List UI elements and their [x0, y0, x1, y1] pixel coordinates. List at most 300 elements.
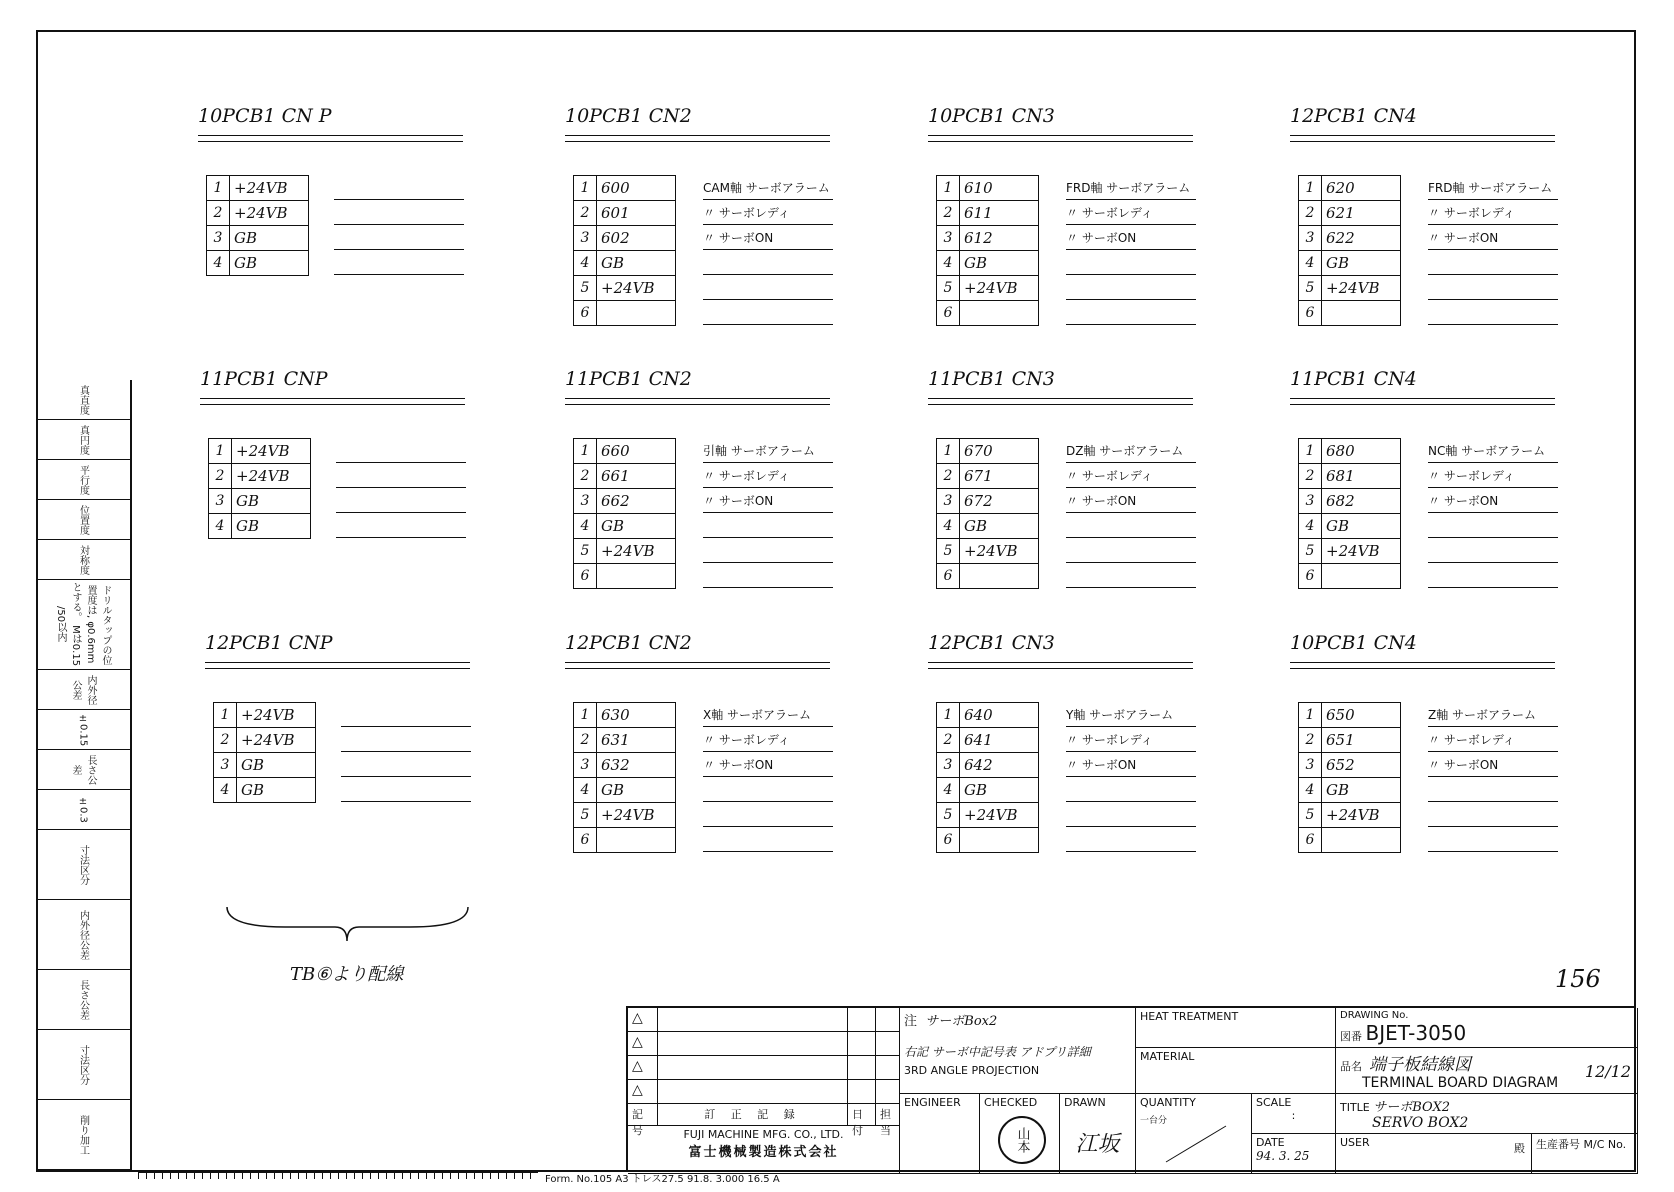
- pin-number: 2: [937, 728, 960, 753]
- note-line: 〃 サーボON: [703, 488, 833, 513]
- pin-signal: 631: [597, 728, 676, 753]
- note-line: [334, 200, 464, 225]
- note-line: [1428, 513, 1558, 538]
- pin-signal: [597, 564, 676, 589]
- table-row: [574, 564, 676, 589]
- revision-cell: [876, 1032, 900, 1056]
- note-line: FRD軸 サーボアラーム: [1066, 175, 1196, 200]
- pin-number: 1: [1299, 439, 1322, 464]
- part-name-label: 品名: [1340, 1060, 1362, 1073]
- terminal-table: [1298, 702, 1401, 853]
- double-underline: [565, 662, 830, 669]
- table-row: [1299, 201, 1401, 226]
- table-row: [937, 201, 1039, 226]
- terminal-table: [573, 175, 676, 326]
- pin-number: 6: [574, 828, 597, 853]
- terminal-panel: [565, 105, 835, 345]
- table-row: [209, 514, 311, 539]
- pin-signal: 601: [597, 201, 676, 226]
- pin-signal: [597, 828, 676, 853]
- sidebar-cell: 長さ公差: [36, 970, 130, 1030]
- pin-signal: 650: [1322, 703, 1401, 728]
- note-line: 〃 サーボON: [703, 225, 833, 250]
- pin-signal: 642: [960, 753, 1039, 778]
- terminal-panel: [928, 368, 1198, 608]
- title-cell: [1336, 1094, 1638, 1134]
- table-row: [937, 489, 1039, 514]
- note-line: [703, 563, 833, 588]
- table-row: [937, 464, 1039, 489]
- terminal-table: [936, 438, 1039, 589]
- note-line: 〃 サーボレディ: [1066, 200, 1196, 225]
- pin-number: 3: [574, 226, 597, 251]
- pin-number: 1: [209, 439, 232, 464]
- title-label: TITLE: [1340, 1101, 1370, 1114]
- pin-signal: GB: [230, 226, 309, 251]
- note-lines: [334, 175, 464, 275]
- pin-signal: 610: [960, 176, 1039, 201]
- drawing-no-cell: [1336, 1008, 1638, 1048]
- note-lines: [1066, 702, 1196, 852]
- terminal-panel: [198, 105, 468, 345]
- note-line-2: 右記 サーボ中記号表 アドプリ詳細: [904, 1045, 1091, 1059]
- pin-number: 2: [214, 728, 237, 753]
- quantity-cell: [1136, 1094, 1252, 1174]
- mc-no-cell: 生産番号 M/C No.: [1532, 1134, 1638, 1174]
- sidebar-cell: ±0.3: [36, 790, 130, 830]
- pin-number: 2: [1299, 464, 1322, 489]
- table-row: [574, 514, 676, 539]
- pin-number: 2: [1299, 201, 1322, 226]
- table-row: [1299, 276, 1401, 301]
- pin-signal: 600: [597, 176, 676, 201]
- pin-signal: +24VB: [230, 176, 309, 201]
- pin-signal: GB: [960, 251, 1039, 276]
- pin-signal: GB: [597, 251, 676, 276]
- pin-signal: 661: [597, 464, 676, 489]
- note-line: [703, 802, 833, 827]
- revision-cell: [876, 1056, 900, 1080]
- part-name-cell: [1336, 1048, 1638, 1094]
- pin-number: 1: [937, 176, 960, 201]
- pin-number: 1: [1299, 176, 1322, 201]
- note-line: [1066, 250, 1196, 275]
- table-row: [214, 703, 316, 728]
- pin-number: 1: [214, 703, 237, 728]
- note-line: [703, 250, 833, 275]
- note-line: [1066, 513, 1196, 538]
- pin-number: 2: [207, 201, 230, 226]
- pin-signal: GB: [597, 514, 676, 539]
- sidebar-cell: 寸法区分: [36, 830, 130, 900]
- note-line: [703, 300, 833, 325]
- table-row: [1299, 176, 1401, 201]
- sidebar-cell: 平行度: [36, 460, 130, 500]
- pin-number: 1: [937, 439, 960, 464]
- double-underline: [565, 398, 830, 405]
- panel-title: 12PCB1 CN2: [565, 632, 692, 654]
- pin-signal: 682: [1322, 489, 1401, 514]
- revision-header-record: 訂 正 記 録: [658, 1104, 848, 1126]
- table-row: [574, 176, 676, 201]
- note-line: 〃 サーボON: [1066, 488, 1196, 513]
- pin-signal: +24VB: [232, 464, 311, 489]
- note-line: [1428, 275, 1558, 300]
- pin-number: 5: [1299, 803, 1322, 828]
- scale-label: SCALE: [1256, 1096, 1292, 1109]
- note-line: [1066, 538, 1196, 563]
- sidebar-cell: 寸法区分: [36, 1030, 130, 1100]
- pin-number: 3: [209, 489, 232, 514]
- company-name-en: FUJI MACHINE MFG. CO., LTD.: [683, 1128, 844, 1141]
- note-line: [341, 727, 471, 752]
- double-underline: [928, 398, 1193, 405]
- pin-signal: 672: [960, 489, 1039, 514]
- pin-signal: 651: [1322, 728, 1401, 753]
- pin-number: 6: [574, 301, 597, 326]
- table-row: [1299, 226, 1401, 251]
- table-row: [574, 276, 676, 301]
- pin-number: 2: [937, 464, 960, 489]
- pin-signal: GB: [1322, 514, 1401, 539]
- note-lines: [341, 702, 471, 802]
- table-row: [937, 728, 1039, 753]
- pin-number: 5: [1299, 539, 1322, 564]
- note-line: [1428, 250, 1558, 275]
- terminal-panel: [205, 632, 475, 872]
- projection-label: 3RD ANGLE PROJECTION: [904, 1064, 1040, 1077]
- note-line: [1428, 300, 1558, 325]
- table-row: [214, 753, 316, 778]
- panel-title: 10PCB1 CN2: [565, 105, 692, 127]
- panel-title: 11PCB1 CN3: [928, 368, 1055, 390]
- pin-number: 2: [1299, 728, 1322, 753]
- note-line: CAM軸 サーボアラーム: [703, 175, 833, 200]
- table-row: [574, 753, 676, 778]
- panel-title: 12PCB1 CNP: [205, 632, 333, 654]
- pin-number: 3: [1299, 753, 1322, 778]
- company-cell: [628, 1126, 900, 1174]
- pin-signal: 602: [597, 226, 676, 251]
- table-row: [207, 226, 309, 251]
- pin-number: 3: [937, 226, 960, 251]
- note-line: [703, 275, 833, 300]
- table-row: [937, 176, 1039, 201]
- sidebar-cell: 位置度: [36, 500, 130, 540]
- note-line: 〃 サーボON: [1428, 488, 1558, 513]
- table-row: [1299, 778, 1401, 803]
- note-line: 引軸 サーボアラーム: [703, 438, 833, 463]
- pin-signal: 652: [1322, 753, 1401, 778]
- pin-number: 4: [207, 251, 230, 276]
- pin-number: 6: [937, 301, 960, 326]
- note-line: [1066, 827, 1196, 852]
- title-en: SERVO BOX2: [1372, 1115, 1469, 1131]
- note-lines: [703, 175, 833, 325]
- revision-cell: [848, 1056, 876, 1080]
- note-line: [1066, 275, 1196, 300]
- pin-number: 4: [937, 514, 960, 539]
- note-lines: [1066, 438, 1196, 588]
- table-row: [1299, 301, 1401, 326]
- pin-number: 4: [937, 251, 960, 276]
- pin-number: 4: [1299, 514, 1322, 539]
- table-row: [937, 703, 1039, 728]
- scale-value: :: [1291, 1109, 1296, 1122]
- pin-number: 2: [937, 201, 960, 226]
- notes-cell: [900, 1008, 1136, 1094]
- pin-signal: 680: [1322, 439, 1401, 464]
- terminal-table: [573, 702, 676, 853]
- panel-title: 11PCB1 CNP: [200, 368, 328, 390]
- panel-title: 10PCB1 CN4: [1290, 632, 1417, 654]
- pin-signal: 660: [597, 439, 676, 464]
- sidebar-cell: 内外径公差: [36, 670, 130, 710]
- pin-number: 5: [574, 803, 597, 828]
- date-label: DATE: [1256, 1136, 1285, 1149]
- pin-signal: 670: [960, 439, 1039, 464]
- checked-cell: [980, 1094, 1060, 1174]
- note-line: [341, 752, 471, 777]
- note-line: [1066, 802, 1196, 827]
- sidebar-cell: 真直度: [36, 380, 130, 420]
- double-underline: [1290, 398, 1555, 405]
- pin-number: 5: [574, 276, 597, 301]
- note-lines: [1428, 175, 1558, 325]
- pin-number: 5: [937, 276, 960, 301]
- revision-triangle-icon: △: [628, 1008, 658, 1032]
- pin-signal: [960, 301, 1039, 326]
- revision-header-person: 担当: [876, 1104, 900, 1126]
- pin-number: 6: [1299, 828, 1322, 853]
- pin-number: 6: [574, 564, 597, 589]
- pin-signal: 662: [597, 489, 676, 514]
- table-row: [574, 703, 676, 728]
- quantity-slash-icon: [1146, 1124, 1246, 1164]
- table-row: [937, 514, 1039, 539]
- engineer-label: ENGINEER: [904, 1096, 961, 1109]
- note-lines: [703, 702, 833, 852]
- table-row: [574, 439, 676, 464]
- note-line: [703, 513, 833, 538]
- pin-number: 3: [1299, 226, 1322, 251]
- pin-number: 1: [574, 439, 597, 464]
- pin-signal: 640: [960, 703, 1039, 728]
- table-row: [574, 251, 676, 276]
- table-row: [207, 251, 309, 276]
- note-line: [1428, 538, 1558, 563]
- drawn-name: 江坂: [1075, 1132, 1120, 1157]
- pin-number: 3: [207, 226, 230, 251]
- terminal-table: [1298, 438, 1401, 589]
- table-row: [1299, 251, 1401, 276]
- drawn-cell: [1060, 1094, 1136, 1174]
- table-row: [1299, 464, 1401, 489]
- date-value: 94. 3. 25: [1256, 1149, 1310, 1163]
- note-label: 注: [904, 1014, 918, 1029]
- pin-signal: +24VB: [960, 276, 1039, 301]
- panel-title: 12PCB1 CN4: [1290, 105, 1417, 127]
- pin-number: 1: [937, 703, 960, 728]
- pin-signal: +24VB: [1322, 539, 1401, 564]
- pin-signal: +24VB: [230, 201, 309, 226]
- note-lines: [703, 438, 833, 588]
- sidebar-cell: ±0.15: [36, 710, 130, 750]
- pin-number: 6: [937, 564, 960, 589]
- pin-number: 3: [937, 489, 960, 514]
- revision-header-date: 日付: [848, 1104, 876, 1126]
- pin-signal: 630: [597, 703, 676, 728]
- pin-signal: [960, 564, 1039, 589]
- pin-signal: +24VB: [597, 539, 676, 564]
- table-row: [1299, 564, 1401, 589]
- revision-cell: [848, 1008, 876, 1032]
- quantity-note: 一台分: [1140, 1116, 1168, 1126]
- pin-number: 4: [574, 514, 597, 539]
- panel-title: 10PCB1 CN P: [198, 105, 332, 127]
- terminal-panel: [1290, 105, 1560, 345]
- note-line: 〃 サーボレディ: [1066, 727, 1196, 752]
- table-row: [574, 464, 676, 489]
- pin-number: 2: [574, 201, 597, 226]
- tolerance-sidebar: [36, 380, 132, 1172]
- brace-icon: [225, 905, 470, 945]
- title-jp: サーボBOX2: [1373, 1100, 1451, 1115]
- sheet-number: 12/12: [1584, 1062, 1631, 1081]
- pin-number: 4: [1299, 251, 1322, 276]
- pin-number: 5: [937, 539, 960, 564]
- pin-signal: 611: [960, 201, 1039, 226]
- revision-cell: [658, 1080, 848, 1104]
- note-line: 〃 サーボON: [1066, 225, 1196, 250]
- table-row: [1299, 539, 1401, 564]
- part-name-en: TERMINAL BOARD DIAGRAM: [1362, 1075, 1559, 1091]
- pin-number: 6: [1299, 301, 1322, 326]
- checked-label: CHECKED: [984, 1096, 1038, 1109]
- pin-number: 4: [937, 778, 960, 803]
- pin-signal: GB: [960, 778, 1039, 803]
- pin-signal: +24VB: [1322, 803, 1401, 828]
- pin-signal: +24VB: [237, 703, 316, 728]
- note-line: 〃 サーボON: [1066, 752, 1196, 777]
- pin-number: 5: [574, 539, 597, 564]
- pin-number: 4: [574, 251, 597, 276]
- pin-number: 1: [207, 176, 230, 201]
- revision-cell: [658, 1056, 848, 1080]
- table-row: [574, 226, 676, 251]
- pin-signal: [1322, 828, 1401, 853]
- double-underline: [198, 135, 463, 142]
- terminal-table: [1298, 175, 1401, 326]
- double-underline: [1290, 662, 1555, 669]
- note-line: [334, 225, 464, 250]
- note-line: [1428, 563, 1558, 588]
- pin-number: 3: [937, 753, 960, 778]
- pin-signal: +24VB: [597, 276, 676, 301]
- pin-signal: GB: [960, 514, 1039, 539]
- user-label: USER: [1340, 1136, 1370, 1149]
- table-row: [937, 828, 1039, 853]
- terminal-panel: [565, 368, 835, 608]
- table-row: [1299, 514, 1401, 539]
- pin-signal: GB: [230, 251, 309, 276]
- revision-header-mark: 記号: [628, 1104, 658, 1126]
- table-row: [1299, 728, 1401, 753]
- terminal-table: [208, 438, 311, 539]
- pin-signal: +24VB: [960, 803, 1039, 828]
- note-line: 〃 サーボON: [703, 752, 833, 777]
- double-underline: [565, 135, 830, 142]
- note-line: Z軸 サーボアラーム: [1428, 702, 1558, 727]
- double-underline: [205, 662, 470, 669]
- pin-signal: +24VB: [1322, 276, 1401, 301]
- pin-signal: 621: [1322, 201, 1401, 226]
- table-row: [207, 176, 309, 201]
- table-row: [574, 301, 676, 326]
- panel-title: 10PCB1 CN3: [928, 105, 1055, 127]
- part-name-jp: 端子板結線図: [1369, 1055, 1471, 1075]
- note-lines: [1428, 438, 1558, 588]
- pin-number: 5: [937, 803, 960, 828]
- scale-cell: [1252, 1094, 1336, 1134]
- page-number: 156: [1555, 965, 1601, 993]
- note-line: [336, 438, 466, 463]
- revision-cell: [848, 1032, 876, 1056]
- pin-number: 1: [1299, 703, 1322, 728]
- table-row: [937, 276, 1039, 301]
- note-line: 〃 サーボレディ: [703, 727, 833, 752]
- pin-signal: [597, 301, 676, 326]
- table-row: [574, 828, 676, 853]
- note-line: [336, 463, 466, 488]
- revision-cell: [876, 1080, 900, 1104]
- table-row: [574, 803, 676, 828]
- revision-cell: [658, 1032, 848, 1056]
- table-row: [209, 439, 311, 464]
- table-row: [574, 539, 676, 564]
- revision-cell: [876, 1008, 900, 1032]
- pin-number: 3: [574, 489, 597, 514]
- pin-number: 3: [1299, 489, 1322, 514]
- table-row: [937, 301, 1039, 326]
- note-line: 〃 サーボレディ: [1428, 200, 1558, 225]
- note-line: 〃 サーボレディ: [703, 463, 833, 488]
- pin-signal: 622: [1322, 226, 1401, 251]
- sidebar-cell: 対称度: [36, 540, 130, 580]
- panel-title: 11PCB1 CN2: [565, 368, 692, 390]
- sidebar-cell: ドリルタップの位置度は, φ0.6mm とする。 Mは0.15 /50以内: [36, 580, 130, 670]
- table-row: [574, 201, 676, 226]
- table-row: [1299, 828, 1401, 853]
- sidebar-cell: 内外径公差: [36, 900, 130, 970]
- table-row: [937, 564, 1039, 589]
- terminal-panel: [565, 632, 835, 872]
- terminal-panel: [928, 632, 1198, 872]
- table-row: [574, 778, 676, 803]
- engineer-cell: [900, 1094, 980, 1174]
- date-cell: [1252, 1134, 1336, 1174]
- note-line: [334, 250, 464, 275]
- drawing-no-jp-label: 図番: [1340, 1030, 1362, 1043]
- pin-number: 6: [937, 828, 960, 853]
- double-underline: [1290, 135, 1555, 142]
- table-row: [207, 201, 309, 226]
- note-line: FRD軸 サーボアラーム: [1428, 175, 1558, 200]
- table-row: [937, 226, 1039, 251]
- terminal-table: [213, 702, 316, 803]
- drawn-label: DRAWN: [1064, 1096, 1106, 1109]
- title-block: [626, 1006, 1636, 1172]
